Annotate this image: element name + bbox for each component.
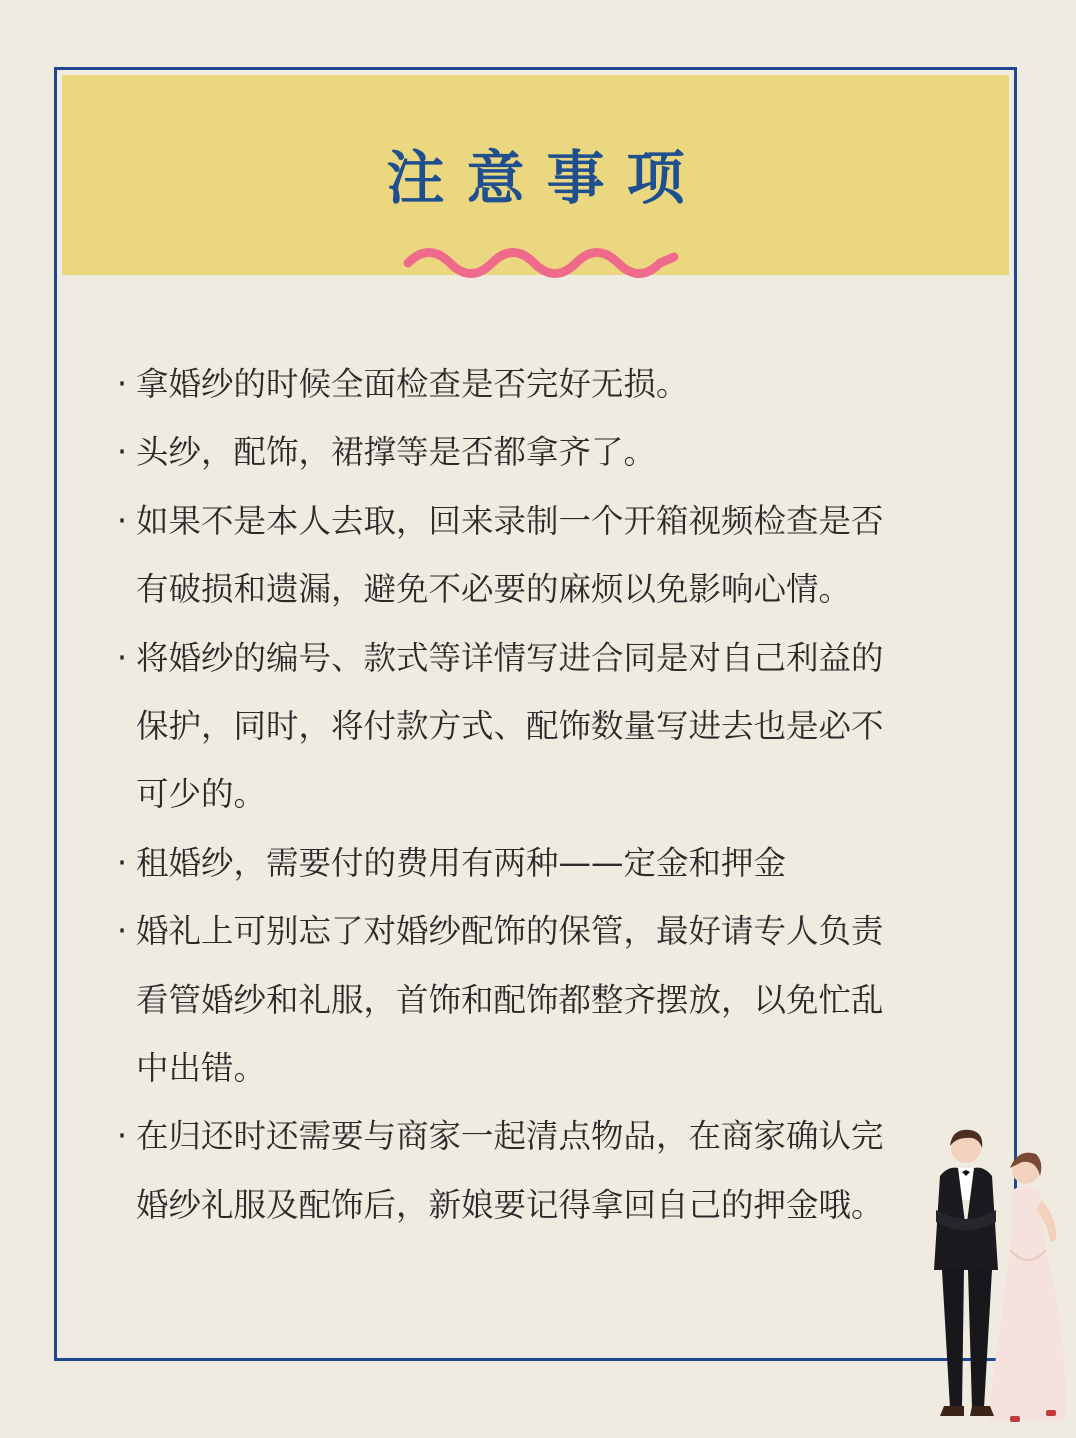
list-item bbox=[112, 897, 972, 1102]
list-item-text: 将婚纱的编号、款式等详情写进合同是对自己利益的 保护，同时，将付款方式、配饰数量写进去也是必不 可少的。 bbox=[136, 638, 884, 814]
list-item-text: 头纱，配饰，裙撑等是否都拿齐了。 bbox=[136, 433, 657, 472]
bullet-dot: · bbox=[116, 365, 128, 403]
list-item bbox=[112, 418, 972, 486]
bullet-dot: · bbox=[116, 912, 128, 951]
bullet-dot: · bbox=[116, 638, 128, 677]
list-item bbox=[112, 624, 972, 829]
bride-groom-illustration-icon bbox=[918, 1120, 1068, 1432]
list-item-text: 在归还时还需要与商家一起清点物品，在商家确认完 婚纱礼服及配饰后，新娘要记得拿回自己的押金哦。 bbox=[136, 1117, 884, 1224]
list-item bbox=[112, 829, 972, 897]
list-item-text: 婚礼上可别忘了对婚纱配饰的保管，最好请专人负责 看管婚纱和礼服，首饰和配饰都整齐摆放，以免忙乱 中出错。 bbox=[136, 912, 884, 1088]
wave-decoration-icon bbox=[402, 243, 682, 283]
notice-list bbox=[112, 350, 972, 1239]
page-title: 注意事项 bbox=[386, 144, 707, 212]
bullet-dot: · bbox=[116, 1117, 128, 1156]
bullet-dot: · bbox=[116, 501, 128, 540]
header-band bbox=[62, 75, 1009, 275]
notice-card bbox=[54, 67, 1017, 1361]
list-item-text: 租婚纱，需要付的费用有两种——定金和押金 bbox=[136, 843, 787, 882]
list-item bbox=[112, 350, 972, 418]
list-item bbox=[112, 487, 972, 624]
list-item bbox=[112, 1102, 972, 1239]
list-item-text: 如果不是本人去取，回来录制一个开箱视频检查是否 有破损和遗漏，避免不必要的麻烦以免影响心情。 bbox=[136, 501, 884, 609]
bullet-dot: · bbox=[116, 433, 128, 472]
list-item-text: 拿婚纱的时候全面检查是否完好无损。 bbox=[136, 365, 689, 403]
bullet-dot: · bbox=[116, 843, 128, 882]
